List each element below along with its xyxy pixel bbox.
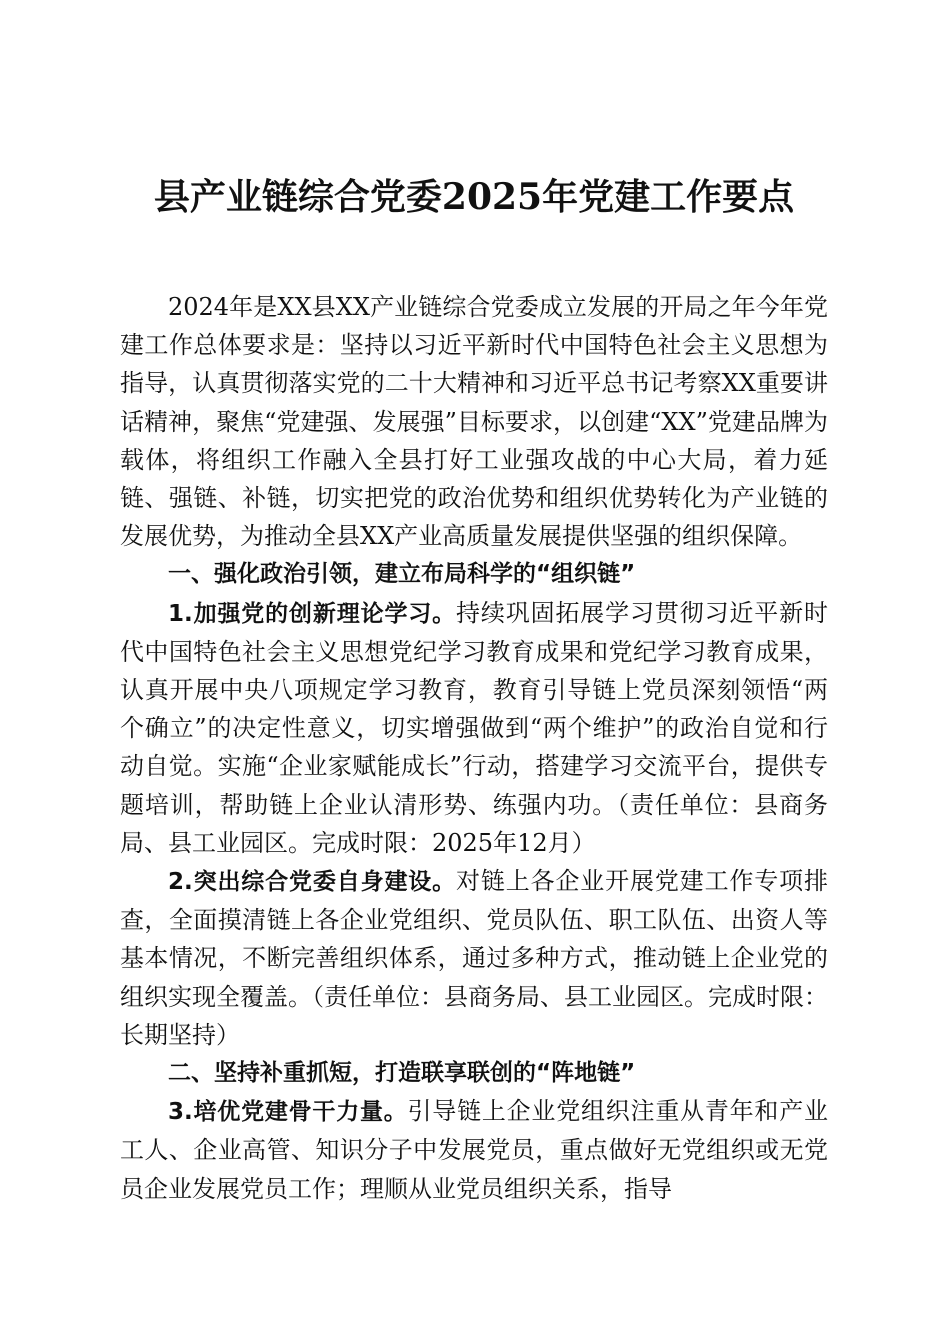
item-paragraph-2 [120,862,828,1054]
document-title: 县产业链综合党委2025年党建工作要点 [153,176,795,218]
item-paragraph-3 [120,1092,828,1208]
item-lead-1: 1.加强党的创新理论学习。 [168,600,457,627]
item-paragraph-1 [120,594,828,862]
item-lead-3: 3.培优党建骨干力量。 [168,1099,408,1126]
item-lead-2: 2.突出综合党委自身建设。 [168,869,457,896]
item-text-2: 对链上各企业开展党建工作专项排查，全面摸清链上各企业党组织、党员队伍、职工队伍、出资人等基本情况，不断完善组织体系，通过多种方式，推动链上企业党的组织实现全覆盖。（责任单位：县商务局、县工业园区。完成时限：长期坚持） [120,867,828,1049]
document-body [120,288,828,1208]
section-heading-1: 一、强化政治引领，建立布局科学的“组织链” [168,561,636,588]
intro-paragraph: 2024年是XX县XX产业链综合党委成立发展的开局之年今年党建工作总体要求是：坚持以习近平新时代中国特色社会主义思想为指导，认真贯彻落实党的二十大精神和习近平总书记考察XX重要讲话精神，聚焦“党建强、发展强”目标要求，以创建“XX”党建品牌为载体，将组织工作融入全县打好工业强攻战的中心大局，着力延链、强链、补链，切实把党的政治优势和组织优势转化为产业链的发展优势，为推动全县XX产业高质量发展提供坚强的组织保障。 [120,293,828,551]
item-text-1: 持续巩固拓展学习贯彻习近平新时代中国特色社会主义思想党纪学习教育成果和党纪学习教育成果，认真开展中央八项规定学习教育，教育引导链上党员深刻领悟“两个确立”的决定性意义，切实增强做到“两个维护”的政治自觉和行动自觉。实施“企业家赋能成长”行动，搭建学习交流平台，提供专题培训，帮助链上企业认清形势、练强内功。（责任单位：县商务局、县工业园区。完成时限：2025年12月） [120,598,828,857]
item-text-3: 引导链上企业党组织注重从青年和产业工人、企业高管、知识分子中发展党员，重点做好无党组织或无党员企业发展党员工作；理顺从业党员组织关系，指导 [120,1097,828,1203]
section-heading-2: 二、坚持补重抓短，打造联享联创的“阵地链” [168,1060,636,1087]
